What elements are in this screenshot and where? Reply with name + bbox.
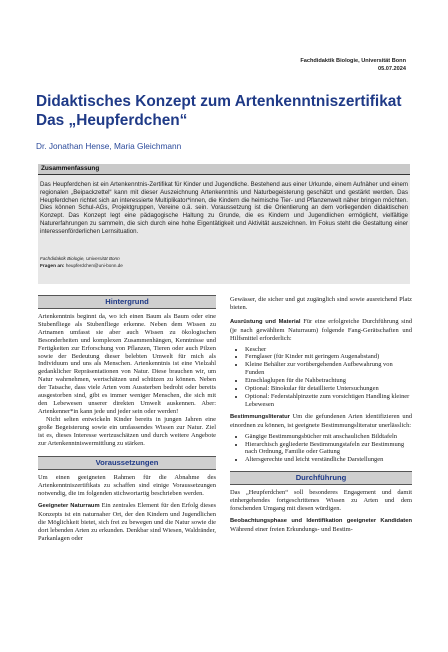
beobachtung-text: Während einer freien Erkundungs- und Bestim- bbox=[230, 525, 353, 533]
ausruestung-text: Für eine erfolgreiche Durchführung sind (je nach gewähltem Naturraum) folgende Fang-Gerätschaften und Hilfsmittel erforderlich: bbox=[230, 317, 413, 342]
section-heading-hintergrund: Hintergrund bbox=[38, 295, 216, 309]
section-heading-durchfuehrung: Durchführung bbox=[230, 471, 412, 485]
summary-affiliation: Fachdidaktik Biologie, Universität Bonn bbox=[40, 256, 120, 261]
summary-contact-label: Fragen an: bbox=[40, 263, 65, 269]
naturraum-paragraph bbox=[38, 502, 216, 543]
summary-box bbox=[38, 164, 410, 284]
durchfuehrung-paragraph: Das „Heupferdchen“ soll besonderes Engagement und damit einhergehendes fortgeschrittenes Wissen zu Arten und dem forschenden Umgang mit diesen würdigen. bbox=[230, 489, 412, 513]
beobachtung-lead: Beobachtungsphase und Identifikation geeigneter Kandidaten bbox=[230, 517, 412, 524]
summary-text: Das Heupferdchen ist ein Artenkenntnis-Zertifikat für Kinder und Jugendliche. Bestehend aus einer Urkunde, einem Aufnäher und einem regionalen „Beipackzettel“ kann mit dieser Auszeichnung Artenkenntnis und Naturbegeisterung geschätzt und gestärkt werden. Das Heupferdchen richtet sich an interessierte Multiplikator*innen, die Kindern die heimische Tier- und Pflanzenwelt näher bringen möchten. Dies können Schul-AGs, Projektgruppen, Vereine o.ä. sein. Voraussetzung ist die Orientierung an dem vorliegenden didaktischen Konzept. Das Konzept legt eine pädagogische Haltung zu Grunde, die es Kindern und Jugendlichen ermöglicht, vielfältige Naturerfahrungen zu sammeln, die sich durch eine hohe Eigentätigkeit und Aktivität auszeichnen. Im Fokus steht die Gestaltung einer interessenförderlichen Lernsituation. bbox=[40, 181, 408, 235]
summary-heading: Zusammenfassung bbox=[41, 165, 100, 172]
hintergrund-paragraph-2: Nicht selten entwickeln Kinder bereits in jungen Jahren eine große Begeisterung sowie ein umfassendes Wissen zur Natur. Ziel ist es, dieses Interesse wertzuschätzen und durch weitere Angebote zur Artenkenntniswermittlung zu stärken. bbox=[38, 415, 216, 447]
title-line-1: Didaktisches Konzept zum Artenkenntniszertifikat bbox=[36, 93, 402, 110]
running-header bbox=[300, 58, 406, 73]
list-item: • Hierarchisch gegliederte Bestimmungstafeln zur Bestimmung nach Ordnung, Familie oder Gattung bbox=[245, 441, 412, 457]
summary-contact-email: heupferdchen@uni-bonn.de bbox=[65, 262, 123, 268]
list-item: • Einschlaglupen für die Nahbetrachtung bbox=[245, 377, 412, 385]
naturraum-lead: Geeigneter Naturraum bbox=[38, 503, 100, 510]
list-item: • Kleine Behälter zur vorübergehenden Aufbewahrung von Funden bbox=[245, 361, 412, 377]
ausruestung-paragraph bbox=[230, 318, 412, 343]
bestimmung-list bbox=[230, 433, 412, 465]
list-item: • Altersgerechte und leicht verständliche Darstellungen bbox=[245, 456, 412, 464]
title-line-2: Das „Heupferdchen“ bbox=[36, 111, 188, 129]
list-item: • Gängige Bestimmungsbücher mit anschaulichen Bildtafeln bbox=[245, 433, 412, 441]
list-item: • Optional: Federstahlpinzette zum vorsichtigen Handling kleiner Lebewesen bbox=[245, 393, 412, 409]
summary-meta bbox=[40, 256, 408, 271]
ausruestung-lead: Ausrüstung und Material bbox=[230, 318, 301, 325]
naturraum-text: Ein zentrales Element für den Erfolg dieses Konzepts ist ein naturnaher Ort, der den Kindern und Jugendlichen die Möglichkeit bietet, sich frei zu bewegen und die Natur sowie die dort lebenden Arten zu erkunden. Denkbar sind Wiesen, Waldränder, Parkanlagen oder bbox=[38, 502, 217, 542]
list-item: • Fernglaser (für Kinder mit geringem Augenabstand) bbox=[245, 353, 412, 361]
summary-header bbox=[38, 164, 410, 175]
bestimmung-paragraph bbox=[230, 413, 412, 430]
document-title bbox=[36, 93, 426, 130]
header-date: 05.07.2024 bbox=[378, 65, 406, 72]
voraussetzungen-paragraph: Um einen geeigneten Rahmen für die Abnahme des Artenkenntniszertifikats zu schaffen sind einige Voraussetzungen notwendig, die im folgenden stichwortartig beschrieben werden. bbox=[38, 474, 216, 498]
right-column bbox=[230, 296, 412, 534]
gewaesser-paragraph: Gewässer, die sicher und gut zugänglich sind sowie ausreichend Platz bieten. bbox=[230, 296, 412, 311]
section-heading-voraussetzungen: Voraussetzungen bbox=[38, 456, 216, 470]
authors: Dr. Jonathan Hense, Maria Gleichmann bbox=[36, 141, 182, 151]
bestimmung-text: Um die gefundenen Arten identifizieren und einordnen zu können, ist geeignete Bestimmungsliteratur unerlässlich: bbox=[230, 412, 413, 429]
hintergrund-paragraph-1: Artenkenntnis beginnt da, wo ich einen Baum als Baum oder eine Stubenfliege als Stubenfliege erkenne. Neben dem Wissen zu Artnamen umfasst sie aber auch Wissen zu ökologischen Besonderheiten und komplexen Zusammenhängen, Kenntnisse und Fertigkeiten zur Erforschung von Pflanzen, Tieren oder auch Pilzen sowie der Bedeutung dieser belebten Umwelt für mich als Individuum und uns als Menschen. Artenkenntnis ist eine Vielzahl gedanklicher Repräsentationen von Natur. Diese brauchen wir, um Natur wahrnehmen, wertschätzen und schützen zu können. Neben der Tatsache, dass viele Arten vom Aussterben bedroht oder bereits ausgestorben sind, gibt es immer weniger Menschen, die sich mit den Lebewesen unserer direkten Umwelt auskennen. Aber: Artenkenner*in kann jede und jeder sein oder werden! bbox=[38, 313, 216, 415]
bestimmung-lead: Bestimmungsliteratur bbox=[230, 413, 290, 420]
list-item: • Optional: Binokular für detaillierte Untersuchungen bbox=[245, 385, 412, 393]
left-column bbox=[38, 295, 216, 543]
ausruestung-list bbox=[230, 346, 412, 409]
header-institution: Fachdidaktik Biologie, Universität Bonn bbox=[300, 58, 406, 64]
beobachtung-paragraph bbox=[230, 517, 412, 534]
list-item: • Kescher bbox=[245, 346, 412, 354]
